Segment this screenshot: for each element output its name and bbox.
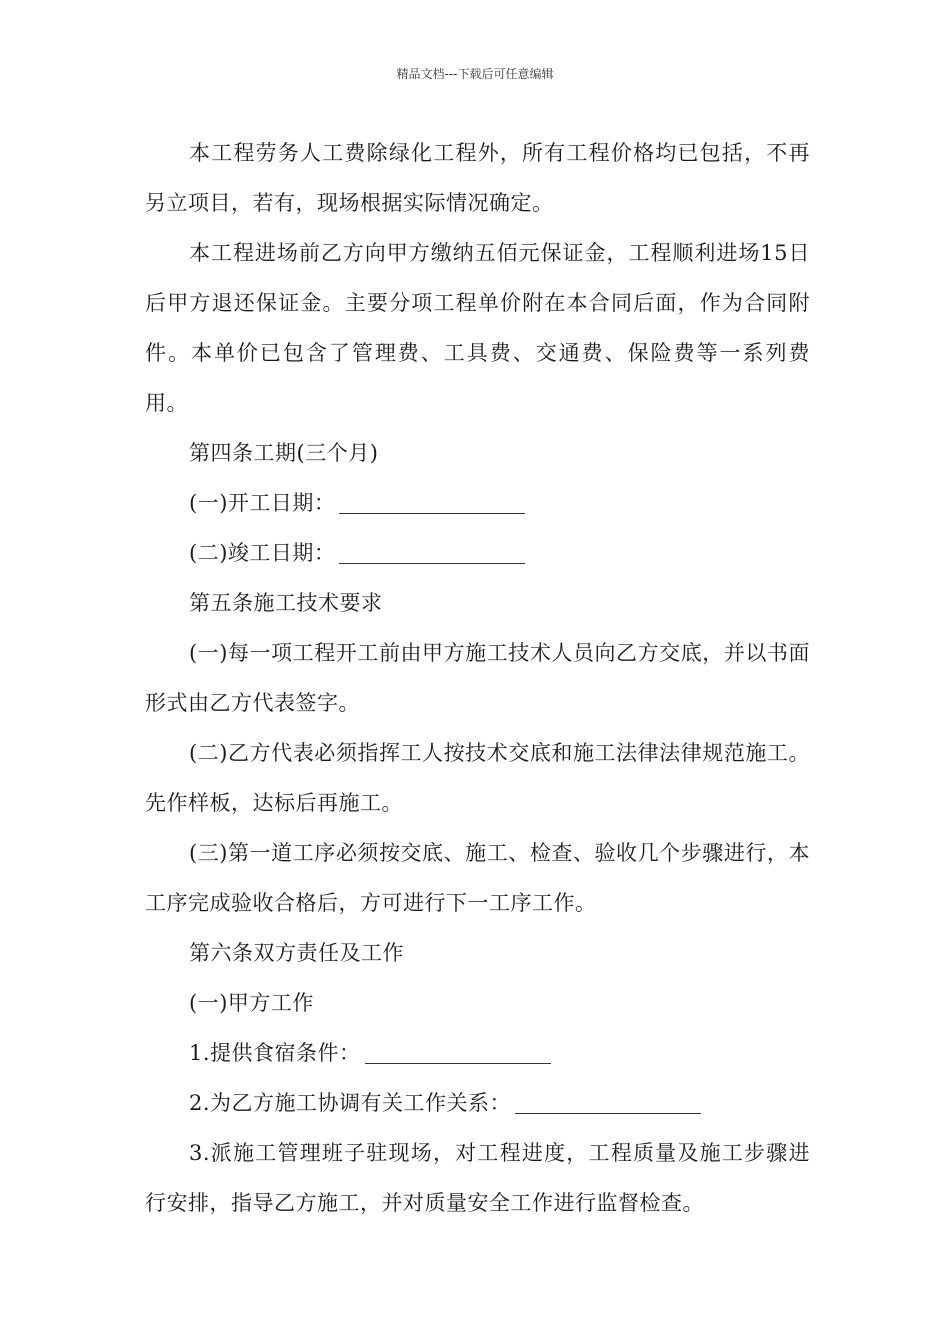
heading-article-4: 第四条工期(三个月) <box>189 441 379 465</box>
paragraph-process-steps: (三)第一道工序必须按交底、施工、检查、验收几个步骤进行，本工序完成验收合格后，方可进行下一工序工作。 <box>145 841 810 915</box>
paragraph-tech-briefing: (一)每一项工程开工前由甲方施工技术人员向乙方交底，并以书面形式由乙方代表签字。 <box>145 641 810 715</box>
heading-article-6: 第六条双方责任及工作 <box>189 941 404 965</box>
document-body <box>145 128 810 1228</box>
item-accommodation: 1.提供食宿条件： <box>145 1028 810 1078</box>
paragraph-construction-standard: (二)乙方代表必须指挥工人按技术交底和施工法律法律规范施工。先作样板，达标后再施工。 <box>145 741 810 815</box>
accommodation-blank <box>365 1041 551 1064</box>
item-management-team: 3.派施工管理班子驻现场，对工程进度，工程质量及施工步骤进行安排，指导乙方施工，并对质量安全工作进行监督检查。 <box>145 1141 810 1215</box>
paragraph-labor-cost: 本工程劳务人工费除绿化工程外，所有工程价格均已包括，不再另立项目，若有，现场根据实际情况确定。 <box>145 141 810 215</box>
item-coordination: 2.为乙方施工协调有关工作关系： <box>145 1078 810 1128</box>
start-date-line: (一)开工日期： <box>145 478 810 528</box>
heading-article-5: 第五条施工技术要求 <box>189 591 383 615</box>
start-date-blank <box>339 491 525 514</box>
coordination-blank <box>515 1091 701 1114</box>
subheading-party-a-work: (一)甲方工作 <box>189 991 314 1015</box>
page-header: 精品文档---下载后可任意编辑 <box>396 67 554 81</box>
paragraph-deposit: 本工程进场前乙方向甲方缴纳五佰元保证金，工程顺利进场15日后甲方退还保证金。主要分项工程单价附在本合同后面，作为合同附件。本单价已包含了管理费、工具费、交通费、保险费等一系列费用。 <box>145 241 810 415</box>
completion-date-line: (二)竣工日期： <box>145 528 810 578</box>
completion-date-blank <box>339 541 525 564</box>
